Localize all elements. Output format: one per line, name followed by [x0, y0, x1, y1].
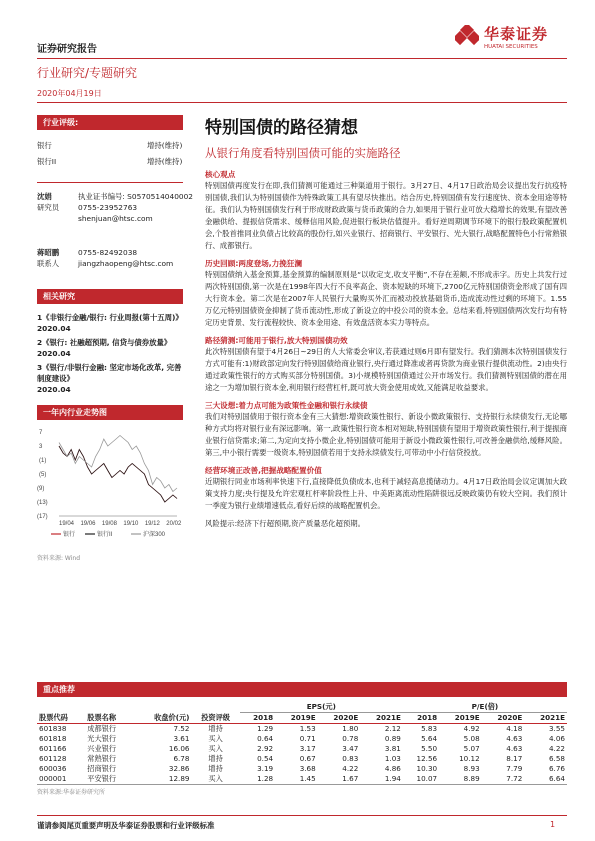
table-cell: 3.61 [173, 734, 190, 743]
report-category: 行业研究/专题研究 [37, 66, 138, 80]
sidebar-divider [37, 182, 183, 183]
table-cell: 3.17 [299, 744, 316, 753]
related-date: 2020.04 [37, 349, 71, 358]
table-cell: 4.22 [342, 764, 359, 773]
related-item[interactable] [37, 337, 183, 359]
table-cell: 6.64 [548, 774, 565, 783]
table-cell: 3.68 [299, 764, 316, 773]
report-date: 2020年04月19日 [37, 89, 102, 98]
table-cell: 1.28 [257, 774, 274, 783]
rating-name: 银行 [37, 141, 52, 150]
report-title: 特别国债的路径猜想 [205, 118, 358, 138]
table-cell: 601838 [39, 724, 67, 733]
table-cell: 0.83 [342, 754, 359, 763]
related-date: 2020.04 [37, 385, 71, 394]
company-logo [455, 23, 565, 59]
table-cell: 3.81 [384, 744, 401, 753]
column-header: 2020E [497, 713, 523, 723]
table-cell: 8.17 [506, 754, 523, 763]
table-cell: 5.08 [463, 734, 480, 743]
table-cell: 601166 [39, 744, 67, 753]
table-cell: 买入 [208, 733, 223, 743]
table-cell: 8.93 [463, 764, 480, 773]
table-cell: 4.06 [548, 734, 565, 743]
x-tick-label: 19/08 [101, 521, 117, 527]
trend-chart [37, 424, 183, 554]
table-cell: 4.92 [463, 724, 480, 733]
table-cell: 6.58 [548, 754, 565, 763]
table-cell: 10.30 [416, 764, 438, 773]
y-tick-label: 3 [39, 444, 43, 450]
section-text: 我们对特别国债用于银行资本金有三大猜想:增资政策性银行、新设小微政策银行、支持银行永续债发行,无论哪种方式均将对银行业有深远影响。第一,政策性银行资本相对短缺,特别国债有望用于增资政策性银行,利于提振商业银行信贷需求;第二,为定向支持小微企业,特别国债可能用于新设小微政策性银行,可改善金融供给,缓释风险。第三,中小银行需要一级资本,特别国债若用于支持永续债发行,可带动中小行信贷投放。 [205, 412, 567, 457]
table-cell: 0.64 [257, 734, 274, 743]
table-cell: 4.63 [506, 734, 523, 743]
table-cell: 0.54 [257, 754, 274, 763]
table-cell: 0.89 [384, 734, 401, 743]
table-cell: 6.76 [548, 764, 565, 773]
column-header: 投资评级 [201, 712, 230, 722]
related-date: 2020.04 [37, 324, 71, 333]
logo-text: 华泰证券 [484, 25, 549, 43]
related-list [37, 312, 183, 395]
table-cell: 3.47 [342, 744, 359, 753]
table-cell: 1.67 [342, 774, 359, 783]
report-subtitle: 从银行角度看特别国债可能的实施路径 [205, 146, 401, 160]
table-cell: 兴业银行 [87, 743, 117, 753]
table-cell: 5.83 [421, 724, 438, 733]
x-tick-label: 19/06 [80, 521, 96, 527]
table-cell: 601818 [39, 734, 67, 743]
table-cell: 买入 [208, 743, 223, 753]
rating-row [37, 140, 183, 156]
table-cell: 买入 [208, 773, 223, 783]
analyst-cert: 执业证书编号: S0570514040002 [78, 192, 194, 201]
y-tick-label: (1) [39, 458, 47, 464]
sidebar [37, 115, 194, 564]
risk-text: 风险提示:经济下行超预期,资产质量恶化超预期。 [205, 519, 366, 528]
related-item[interactable] [37, 312, 183, 334]
y-tick-label: (9) [37, 486, 45, 492]
table-cell: 2.92 [257, 744, 274, 753]
section-title: 三大设想:着力点可能为政策性金融和银行永续债 [205, 401, 368, 410]
related-item[interactable] [37, 362, 183, 395]
analyst-name: 蒋昭鹏 [37, 248, 60, 257]
table-cell: 1.45 [299, 774, 316, 783]
core-text: 特别国债再度发行在即,我们猜测可能通过三种渠道用于银行。3月27日、4月17日政治局会议提出发行抗疫特别国债,我们认为特别国债作为特殊政策工具有望尽快推出。结合历史,特别国债有发行速度快、资本金用途等特征。我们认为特别国债发行利于形成财政政策与货币政策的合力,如果用于银行业可放大稳增长的效果,有望改善金融供给、提振信贷需求、缓释信用风险,促进银行板块估值提升。看好逆周期调节环境下的银行股政策配置机会,个股首推同业负债占比较高的股份行,如兴业银行、招商银行、平安银行、光大银行,战略配置特色小行常熟银行、成都银行。 [205, 181, 567, 250]
related-header: 相关研究 [37, 289, 183, 304]
table-cell: 7.52 [173, 724, 190, 733]
table-cell: 7.79 [506, 764, 523, 773]
analyst-role: 研究员 [37, 203, 60, 212]
table-cell: 2.12 [384, 724, 401, 733]
table-cell: 1.80 [342, 724, 359, 733]
table-row[interactable] [37, 754, 567, 764]
series-line-1 [59, 446, 177, 502]
table-source: 资料来源:华泰证券研究所 [37, 788, 106, 796]
table-cell: 6.78 [173, 754, 190, 763]
report-type: 证券研究报告 [37, 44, 97, 55]
column-header: 2020E [333, 713, 359, 723]
column-header: 股票名称 [87, 712, 117, 722]
table-divider [37, 784, 567, 785]
table-cell: 16.06 [168, 744, 190, 753]
recommend-header: 重点推荐 [37, 682, 567, 697]
table-cell: 12.56 [416, 754, 438, 763]
core-label: 核心观点 [205, 170, 236, 179]
date-divider [37, 102, 567, 103]
table-cell: 32.86 [168, 764, 190, 773]
table-cell: 增持 [208, 753, 223, 763]
logo-subtext: HUATAI SECURITIES [484, 44, 538, 50]
table-row[interactable] [37, 764, 567, 774]
table-cell: 5.64 [421, 734, 438, 743]
table-cell: 10.07 [416, 774, 438, 783]
column-header: 2019E [454, 713, 480, 723]
y-tick-label: (5) [39, 472, 47, 478]
analyst-block [37, 247, 183, 279]
table-cell: 12.89 [168, 774, 190, 783]
table-cell: 8.89 [463, 774, 480, 783]
section-text: 此次特别国债有望于4月26日~29日的人大常委会审议,若获通过则6月即有望发行。我们猜测本次特别国债发行方式可能有:1)财政部定向发行特别国债给商业银行,央行通过降准或者再贷款为商业银行提供流动性。2)由央行通过政策性银行的方式购买部分特别国债。3)小规模特别国债通过公开市场发行。我们猜测特别国债的潜在用途之一为增加银行资本金,利用银行经营杠杆,既可放大资金使用成效,又能满足收益要求。 [205, 347, 567, 392]
x-tick-label: 19/12 [144, 521, 160, 527]
eps-header: EPS(元) [240, 702, 403, 713]
column-header: 2021E [375, 713, 401, 723]
table-cell: 招商银行 [87, 763, 117, 773]
table-row[interactable] [37, 723, 567, 734]
table-cell: 0.67 [299, 754, 316, 763]
column-header: 收盘价(元) [154, 712, 190, 722]
table-cell: 1.53 [299, 724, 316, 733]
legend-label: 银行 [63, 532, 76, 538]
table-column-header [37, 713, 567, 724]
y-tick-label: 7 [39, 430, 43, 436]
legend-label: 银行II [97, 532, 113, 538]
related-title: 3《银行/非银行金融: 坚定市场化改革, 完善制度建设》 [37, 363, 182, 383]
table-cell: 0.78 [342, 734, 359, 743]
x-tick-label: 19/04 [59, 521, 75, 527]
table-row[interactable] [37, 744, 567, 754]
section-title: 经营环境正改善,把握战略配置价值 [205, 466, 322, 475]
section-text: 近期银行同业市场利率快速下行,直接降低负债成本,也利于减轻高息揽储动力。4月17日政治局会议定调加大政策支持力度;央行提及允许宏观杠杆率阶段性上升、中美距离流动性陷阱很远反映政策仍有较大空间。我们预计一季度为银行业绩增速低点,看好后续的战略配置机会。 [205, 477, 567, 510]
table-body [37, 723, 567, 784]
table-row[interactable] [37, 774, 567, 784]
analyst-block [37, 191, 194, 247]
table-cell: 4.86 [384, 764, 401, 773]
table-cell: 3.55 [548, 724, 565, 733]
column-header: 2018 [253, 713, 274, 723]
table-cell: 7.72 [506, 774, 523, 783]
table-cell: 5.07 [463, 744, 480, 753]
footer-disclaimer[interactable]: 谨请参阅尾页重要声明及华泰证券股票和行业评级标准 [37, 821, 215, 830]
recommend-section [37, 682, 567, 796]
analyst-name: 沈娟 [37, 192, 52, 201]
rating-value: 增持(维持) [147, 157, 183, 166]
section-text: 特别国债纳入基金预算,基金预算的编制原则是“以收定支,收支平衡”,不存在差额,不形成赤字。历史上共发行过两次特别国债,第一次是在1998年四大行不良率高企、资本短缺的环境下,2700亿元特别国债资金形成了国有四大行资本金。第二次是在2007年人民银行大量购买外汇而被动投放基础货币,造成流动性过剩的环境下。1.55万亿元特别国债资金抑制了货币流动性,形成了新设立的中投公司的资本金。总结来看,特别国债两次发行均有特定历史背景、发行流程较快、资本金用途、有效盘活资本实力等特点。 [205, 270, 567, 327]
table-cell: 000001 [39, 774, 67, 783]
table-cell: 4.22 [548, 744, 565, 753]
table-cell: 平安银行 [87, 773, 117, 783]
related-title: 1《非银行金融/银行: 行业周报(第十五周)》 [37, 313, 183, 322]
section-title: 路径猜测:可能用于银行,放大特别国债功效 [205, 336, 348, 345]
table-group-header [37, 702, 567, 713]
y-tick-label: (17) [37, 514, 48, 520]
rating-value: 增持(维持) [147, 141, 183, 150]
header-divider [37, 58, 567, 59]
table-cell: 光大银行 [87, 733, 117, 743]
table-cell: 成都银行 [87, 723, 117, 733]
analyst-email[interactable]: jiangzhaopeng@htsc.com [78, 259, 174, 268]
analyst-phone: 0755-82492038 [78, 248, 138, 257]
rating-row [37, 156, 183, 172]
analyst-role: 联系人 [37, 259, 60, 268]
analyst-email[interactable]: shenjuan@htsc.com [78, 214, 153, 223]
table-cell: 600036 [39, 764, 67, 773]
series-line-2 [59, 436, 177, 492]
table-cell: 1.94 [384, 774, 401, 783]
rating-name: 银行II [37, 157, 57, 166]
column-header: 2019E [290, 713, 316, 723]
x-tick-label: 20/02 [166, 521, 182, 527]
analyst-phone: 0755-23952763 [78, 203, 138, 212]
table-cell: 1.03 [384, 754, 401, 763]
table-cell: 增持 [208, 763, 223, 773]
table-cell: 0.71 [299, 734, 316, 743]
column-header: 2021E [540, 713, 565, 723]
table-cell: 4.63 [506, 744, 523, 753]
y-tick-label: (13) [37, 500, 48, 506]
logo-icon [455, 25, 479, 49]
main-content [205, 113, 567, 530]
table-cell: 10.12 [459, 754, 480, 763]
table-cell: 3.19 [257, 764, 274, 773]
table-cell: 1.29 [257, 724, 274, 733]
table-cell: 常熟银行 [87, 753, 117, 763]
related-title: 2《银行: 社融超预期, 信贷与债券放量》 [37, 338, 172, 347]
legend-label: 沪深300 [143, 532, 166, 538]
footer-divider [37, 815, 567, 816]
trend-header: 一年内行业走势图 [37, 405, 183, 420]
table-cell: 4.18 [506, 724, 523, 733]
column-header: 股票代码 [39, 712, 68, 722]
table-cell: 增持 [208, 723, 223, 733]
page-number: 1 [550, 820, 556, 829]
column-header: 2018 [417, 713, 438, 723]
table-row[interactable] [37, 734, 567, 744]
pe-header: P/E(倍) [403, 702, 567, 713]
x-tick-label: 19/10 [123, 521, 139, 527]
table-cell: 5.50 [421, 744, 438, 753]
stock-table [37, 702, 567, 784]
table-cell: 601128 [39, 754, 67, 763]
chart-source: 资料来源: Wind [37, 555, 81, 562]
section-title: 历史回顾:两度登场,力挽狂澜 [205, 259, 303, 268]
rating-header: 行业评级: [37, 115, 183, 130]
